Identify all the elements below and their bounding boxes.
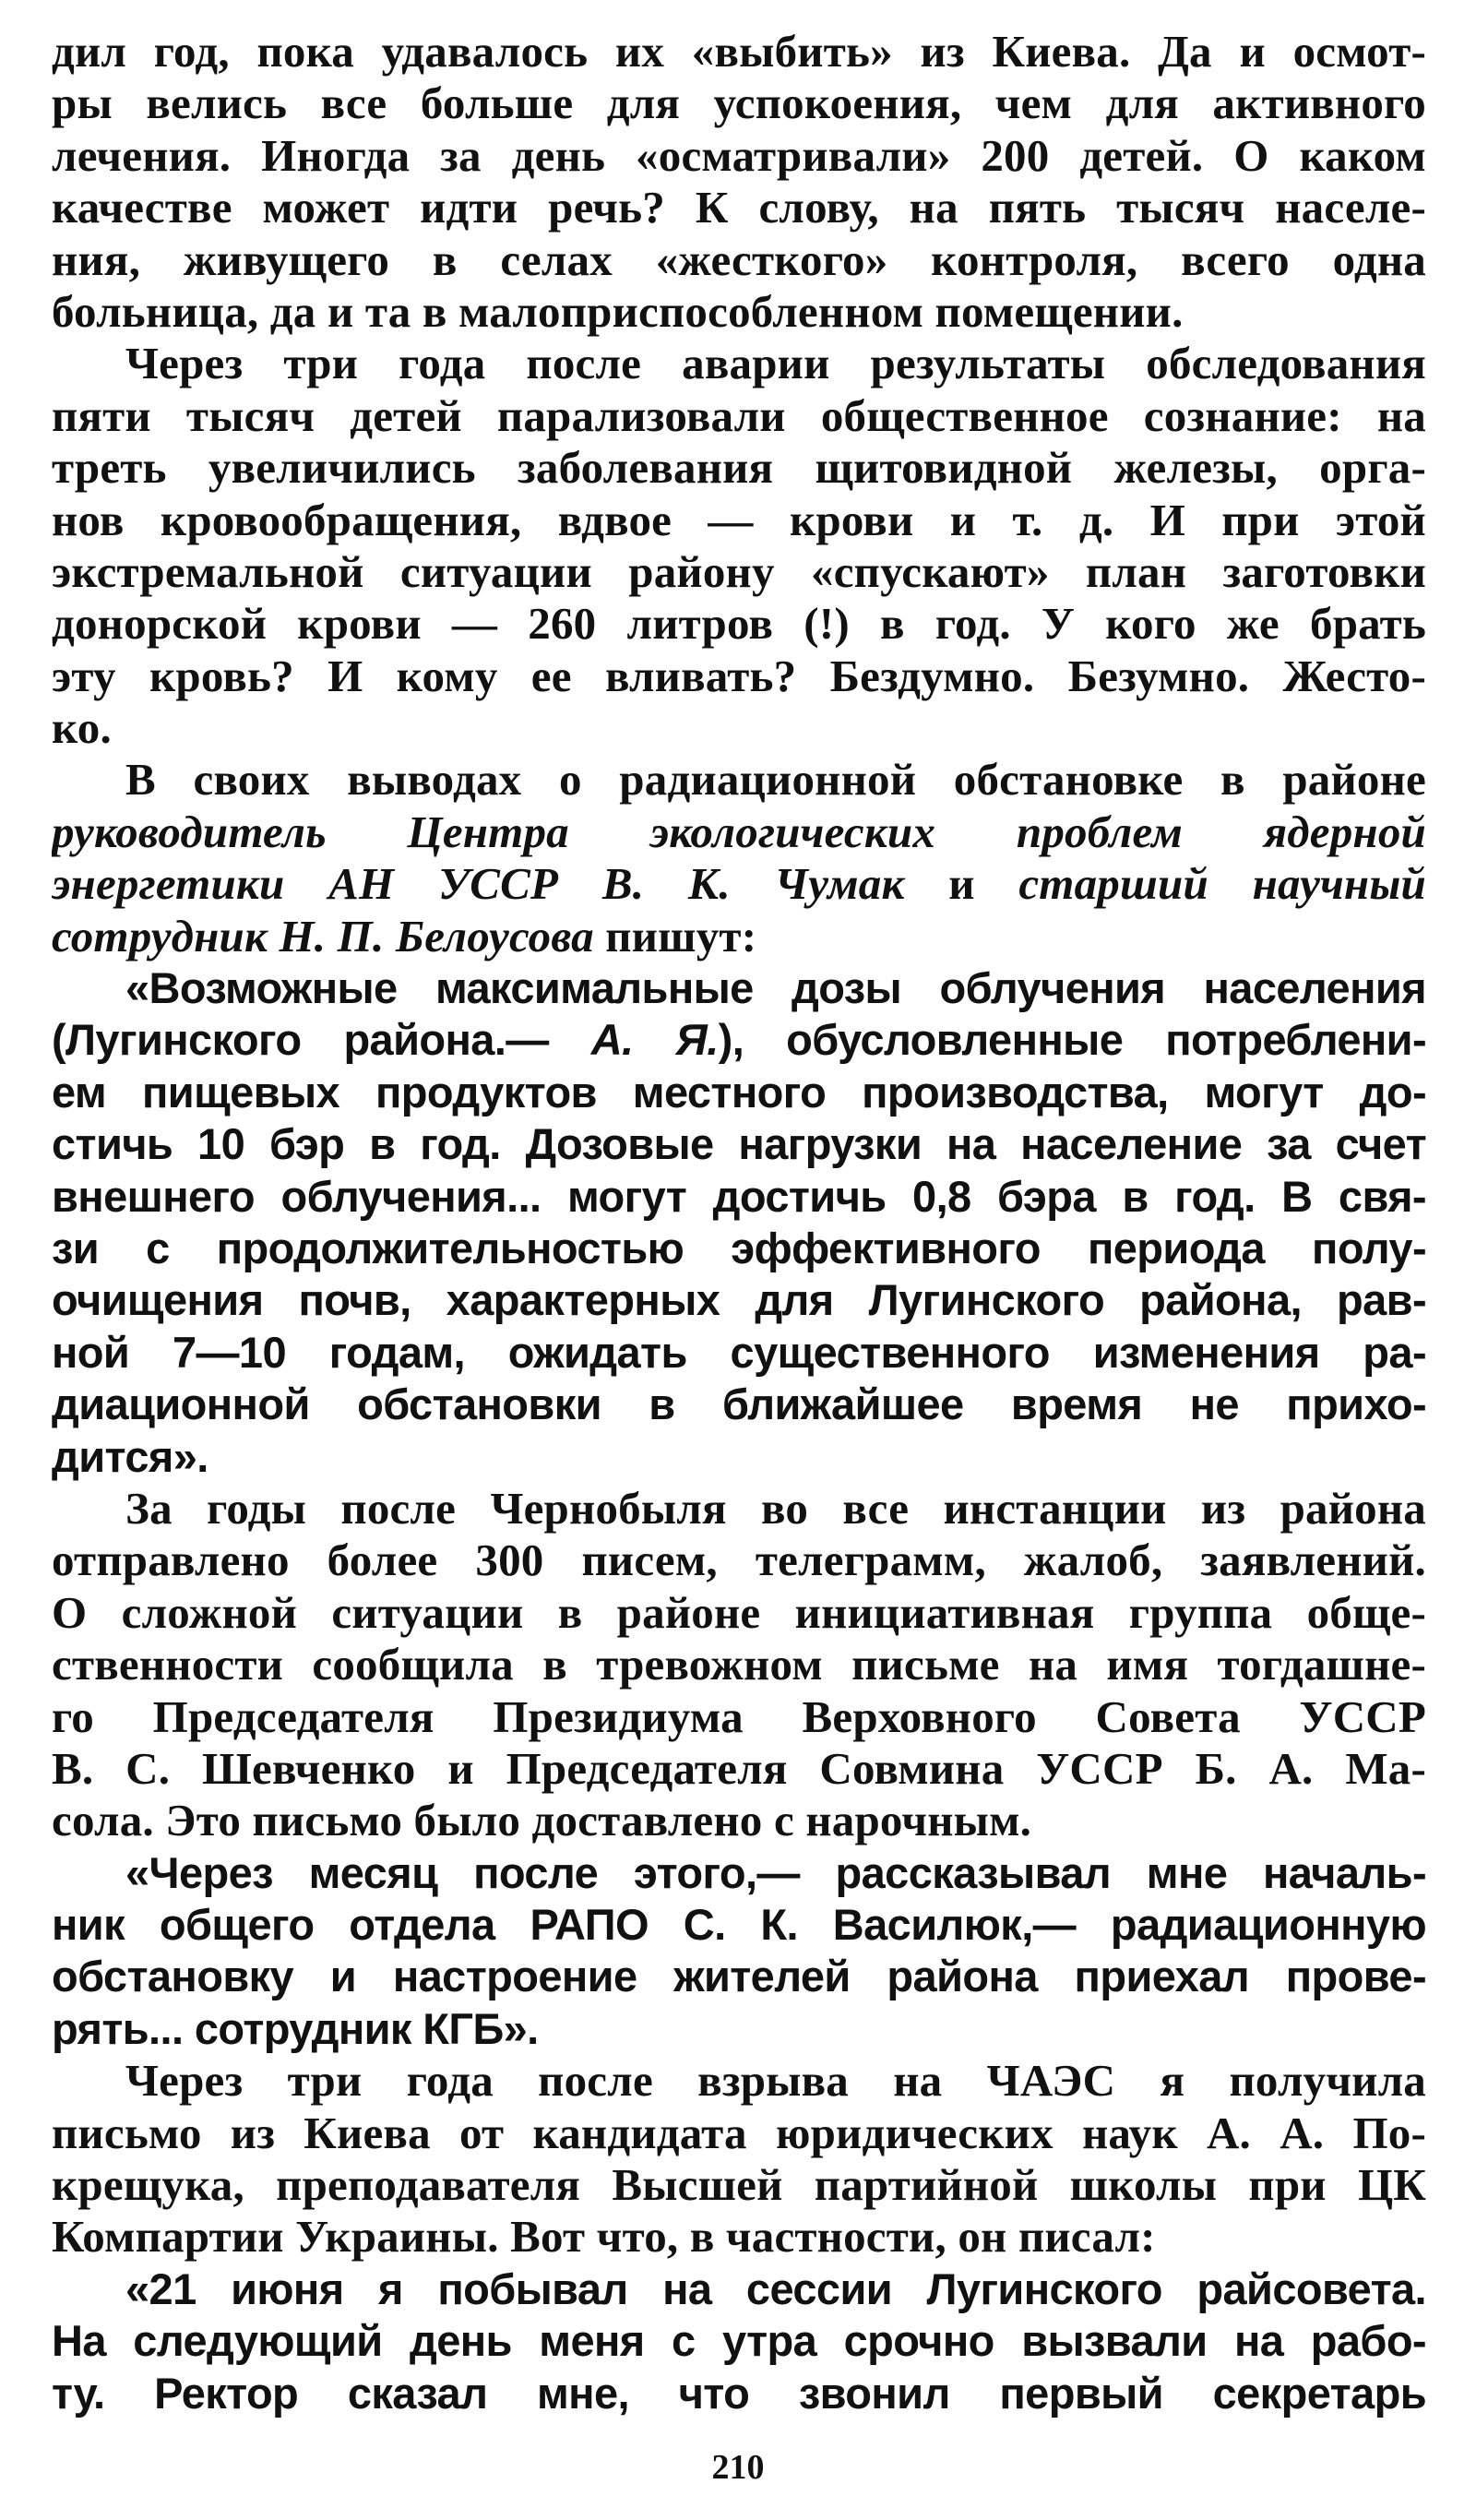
quote-line: ник общего отдела РАПО С. К. Василюк,— радиационную (52, 1900, 1426, 1950)
text-line: крещука, преподавателя Высшей партийной школы при ЦК (52, 2159, 1426, 2211)
text-line: отправлено более 300 писем, телеграмм, жалоб, заявлений. (52, 1535, 1426, 1586)
text-line: го Председателя Президиума Верховного Совета УССР (52, 1690, 1426, 1742)
quote-line: внешнего облучения... могут достичь 0,8 бэра в год. В свя- (52, 1171, 1426, 1221)
quote-line: очищения почв, характерных для Лугинского района, рав- (52, 1275, 1426, 1325)
quote-line: «Через месяц после этого,— рассказывал мне началь- (125, 1847, 1426, 1897)
quote-line: ной 7—10 годам, ожидать существенного изменения ра- (52, 1327, 1426, 1377)
text-line: сола. Это письмо было доставлено с нарочным. (52, 1795, 1032, 1846)
text-span: энергетики АН УССР В. К. Чумак (52, 858, 905, 910)
quote-line: дится». (52, 1431, 208, 1481)
text-line: пяти тысяч детей парализовали общественное сознание: на (52, 389, 1426, 441)
text-line (52, 858, 1426, 910)
text-line: эту кровь? И кому ее вливать? Бездумно. Безумно. Жесто- (52, 650, 1426, 701)
text-line: ры велись все больше для успокоения, чем для активного (52, 78, 1426, 129)
text-span: А. Я. (590, 1015, 719, 1065)
quote-line: ту. Ректор сказал мне, что звонил первый секретарь (52, 2368, 1426, 2418)
text-line (52, 911, 1426, 962)
text-line: донорской крови — 260 литров (!) в год. У кого же брать (52, 598, 1426, 650)
text-line: Через три года после аварии результаты обследования (125, 338, 1426, 389)
quote-line: диационной обстановки в ближайшее время не прихо- (52, 1379, 1426, 1429)
quote-line: ем пищевых продуктов местного производства, могут до- (52, 1067, 1426, 1117)
text-line: письмо из Киева от кандидата юридических наук А. А. По- (52, 2107, 1426, 2158)
text-line: руководитель Центра экологических проблем ядерной (52, 806, 1426, 857)
text-line: больница, да и та в малоприспособленном помещении. (52, 285, 1184, 337)
page-number: 210 (711, 2448, 765, 2487)
text-line: ственности сообщила в тревожном письме на имя тогдашне- (52, 1639, 1426, 1690)
text-line: О сложной ситуации в районе инициативная группа обще- (52, 1586, 1426, 1638)
quote-line: «Возможные максимальные дозы облучения населения (125, 963, 1426, 1013)
text-line: дил год, пока удавалось их «выбить» из Киева. Да и осмот- (52, 26, 1426, 77)
quote-line: На следующий день меня с утра срочно вызвали на рабо- (52, 2316, 1426, 2366)
text-line: качестве может идти речь? К слову, на пять тысяч населе- (52, 182, 1426, 233)
text-span: и (948, 858, 975, 910)
text-span: ), обусловленные потреблени- (718, 1015, 1426, 1065)
text-line: треть увеличились заболевания щитовидной железы, орга- (52, 442, 1426, 494)
text-line: В своих выводах о радиационной обстановке в районе (125, 754, 1426, 806)
text-span: (Лугинского района.— (52, 1015, 549, 1065)
text-span: сотрудник Н. П. Белоусова (52, 910, 594, 961)
text-line: ко. (52, 702, 112, 754)
text-line: За годы после Чернобыля во все инстанции из района (125, 1482, 1426, 1534)
text-line: лечения. Иногда за день «осматривали» 200 детей. О каком (52, 129, 1426, 181)
text-line: нов кровообращения, вдвое — крови и т. д. И при этой (52, 494, 1426, 545)
text-line: Через три года после взрыва на ЧАЭС я получила (125, 2055, 1426, 2107)
quote-line: рять... сотрудник КГБ». (52, 2003, 539, 2053)
text-line: экстремальной ситуации району «спускают» план заготовки (52, 545, 1426, 597)
text-line: В. С. Шевченко и Председателя Совмина УССР Б. А. Ма- (52, 1742, 1426, 1794)
quote-line: «21 июня я побывал на сессии Лугинского райсовета. (125, 2263, 1426, 2313)
text-span: пишут: (605, 910, 757, 961)
text-line: ния, живущего в селах «жесткого» контроля, всего одна (52, 233, 1426, 285)
text-span: старший научный (1018, 858, 1426, 910)
quote-line (52, 1014, 1426, 1066)
quote-line: обстановку и настроение жителей района приехал прове- (52, 1952, 1426, 2001)
quote-line: стичь 10 бэр в год. Дозовые нагрузки на население за счет (52, 1119, 1426, 1169)
quote-line: зи с продолжительностью эффективного периода полу- (52, 1223, 1426, 1272)
text-line: Компартии Украины. Вот что, в частности, он писал: (52, 2211, 1156, 2263)
body-text (52, 26, 1426, 2419)
